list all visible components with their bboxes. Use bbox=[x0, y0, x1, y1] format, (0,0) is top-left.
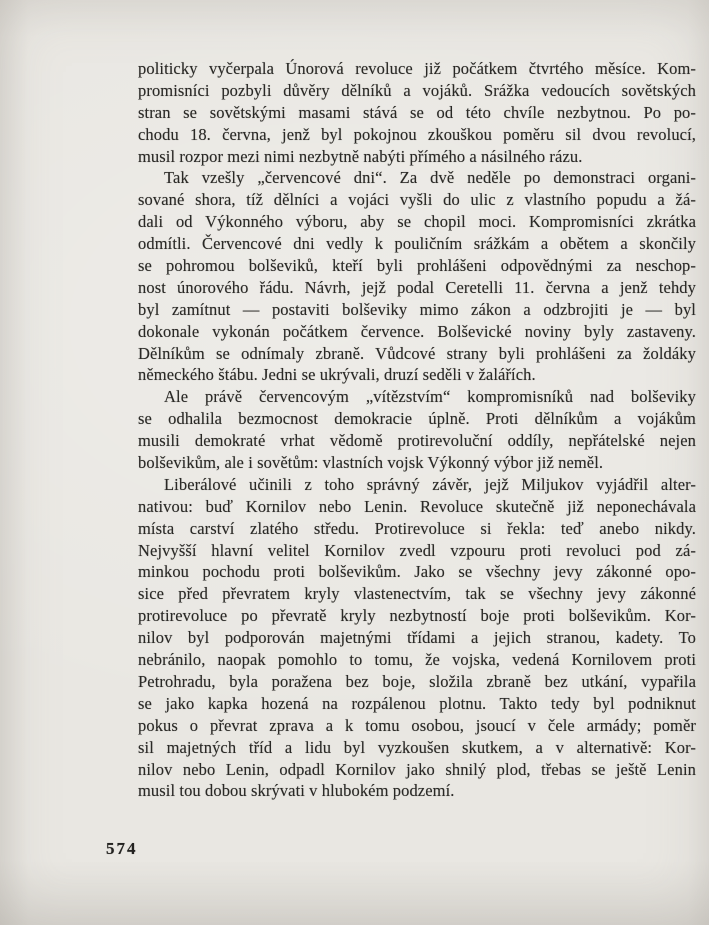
paragraph bbox=[138, 474, 696, 802]
text-line: místa carství zlatého středu. Protirevoluce si řekla: teď anebo nikdy. bbox=[138, 518, 696, 538]
paragraph bbox=[138, 167, 696, 386]
text-line: Ale právě červencovým „vítězstvím“ kompromisníků nad bolševiky bbox=[164, 387, 696, 407]
text-line: politicky vyčerpala Únorová revoluce již počátkem čtvrtého měsíce. Kom- bbox=[138, 59, 696, 78]
text-line: německého štábu. Jedni se ukrývali, druzí seděli v žalářích. bbox=[138, 365, 536, 385]
text-line: promisníci pozbyli důvěry dělníků a vojáků. Srážka vedoucích sovětských bbox=[138, 80, 696, 100]
text-line: chodu 18. června, jenž byl pokojnou zkouškou poměru sil dvou revolucí, bbox=[138, 124, 696, 144]
text-line: musil rozpor mezi nimi nezbytně nabýti přímého a násilného rázu. bbox=[138, 146, 583, 166]
text-line: bolševikům, ale i sovětům: vlastních vojsk Výkonný výbor již neměl. bbox=[138, 453, 604, 473]
text-line: nost únorového řádu. Návrh, jejž podal Ceretelli 11. června a jenž tehdy bbox=[138, 277, 696, 297]
text-line: byl zamítnut — postaviti bolševiky mimo zákon a odzbrojiti je — byl bbox=[138, 299, 696, 319]
text-line: Liberálové učinili z toho správný závěr, jejž Miljukov vyjádřil alter- bbox=[164, 474, 696, 494]
text-line: Dělníkům se odnímaly zbraně. Vůdcové strany byli prohlášeni za žoldáky bbox=[138, 343, 696, 363]
text-line: stran se sovětskými masami stává se od této chvíle nezbytnou. Po po- bbox=[138, 102, 696, 122]
paragraph bbox=[138, 58, 696, 167]
text-line: musil tou dobou skrývati v hlubokém podzemí. bbox=[138, 781, 455, 801]
text-line: sice před převratem kryly vlastenectvím, tak se všechny jevy zákonné bbox=[138, 584, 696, 604]
text-line: Tak vzešly „červencové dni“. Za dvě neděle po demonstraci organi- bbox=[164, 168, 696, 188]
text-line: sované shora, tíž dělníci a vojáci vyšli do ulic z vlastního popudu a žá- bbox=[138, 190, 696, 210]
text-line: dokonale vykonán počátkem července. Bolševické noviny byly zastaveny. bbox=[138, 321, 696, 341]
text-line: pokus o převrat zprava a k tomu osobou, jsoucí v čele armády; poměr bbox=[138, 715, 696, 735]
text-line: nebránilo, naopak pomohlo to tomu, že vojska, vedená Kornilovem proti bbox=[138, 650, 696, 670]
text-line: Petrohradu, byla poražena bez boje, složila zbraně bez utkání, vypařila bbox=[138, 671, 696, 691]
text-line: nativou: buď Kornilov nebo Lenin. Revoluce skutečně již neponechávala bbox=[138, 496, 696, 516]
text-line: minkou pochodu proti bolševikům. Jako se všechny jevy zákonné opo- bbox=[138, 562, 696, 582]
text-line: dali od Výkonného výboru, aby se chopil moci. Kompromisníci zkrátka bbox=[138, 212, 696, 232]
text-line: odmítli. Červencové dni vedly k pouličním srážkám a obětem a skončily bbox=[138, 234, 696, 254]
text-line: se odhalila bezmocnost demokracie úplně. Proti dělníkům a vojákům bbox=[138, 409, 696, 429]
text-line: nilov byl podporován majetnými třídami a jejich stranou, kadety. To bbox=[138, 628, 696, 648]
text-line: Nejvyšší hlavní velitel Kornilov zvedl vzpouru proti revoluci pod zá- bbox=[138, 540, 696, 560]
text-line: sil majetných tříd a lidu byl vyzkoušen skutkem, a v alternativě: Kor- bbox=[138, 737, 696, 757]
text-line: se pohromou bolševiků, kteří byli prohlášeni odpovědnými za neschop- bbox=[138, 256, 696, 276]
body-text bbox=[138, 58, 696, 802]
page-number: 574 bbox=[106, 839, 138, 858]
text-line: musili demokraté vrhat vědomě protirevoluční oddíly, nepřátelské nejen bbox=[138, 431, 696, 451]
text-line: se jako kapka hozená na rozpálenou plotnu. Takto tedy byl podniknut bbox=[138, 693, 696, 713]
paragraph bbox=[138, 386, 696, 474]
text-line: protirevoluce po převratě kryly nezbytností boje proti bolševikům. Kor- bbox=[138, 606, 696, 626]
text-line: nilov nebo Lenin, odpadl Kornilov jako shnilý plod, třebas se ještě Lenin bbox=[138, 759, 696, 779]
